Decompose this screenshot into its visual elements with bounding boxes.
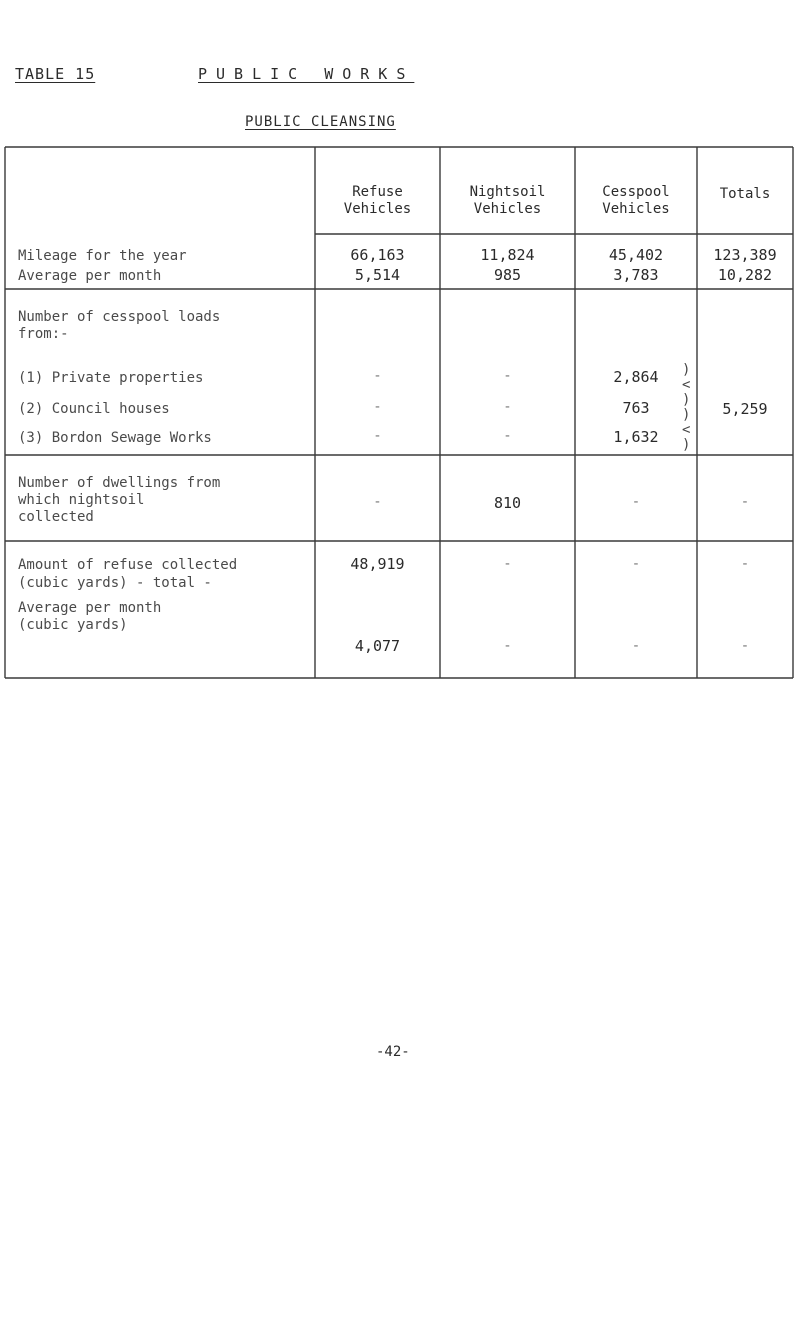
mileage-year-nightsoil: 11,824 [480, 246, 535, 264]
mileage-month-total: 10,282 [717, 266, 773, 284]
row-label-mileage-year: Mileage for the year [18, 248, 187, 264]
col-header-totals: Totals [719, 186, 771, 202]
cell-refuse-total-cesspool: - [631, 556, 641, 572]
brace-mark: ) [682, 407, 691, 423]
cell-council-nightsoil: - [503, 399, 512, 415]
cell-council-cesspool: 763 [622, 399, 650, 417]
section-title: PUBLIC WORKS [198, 65, 415, 83]
row-label-mileage-month: Average per month [18, 268, 162, 284]
cell-refuse-month: 4,077 [354, 637, 401, 655]
mileage-month-cesspool: 3,783 [613, 266, 659, 284]
table-label: TABLE 15 [15, 65, 96, 83]
cell-refuse-total: 48,919 [350, 555, 405, 573]
mileage-year-cesspool: 45,402 [608, 246, 664, 264]
row-label-refuse-amount-total: (cubic yards) - total - [18, 575, 212, 591]
row-label-private-properties: (1) Private properties [18, 370, 204, 386]
mileage-year-total: 123,389 [713, 246, 777, 264]
row-label-dwellings-collected: collected [18, 509, 94, 525]
row-label-refuse-amount: Amount of refuse collected [18, 557, 238, 573]
cell-council-refuse: - [373, 399, 382, 415]
col-header-cesspool: Cesspool Vehicles [602, 184, 670, 217]
row-label-cesspool-loads: Number of cesspool loads [18, 309, 221, 325]
row-label-cesspool-from: from:- [18, 326, 69, 342]
brace-mark: ) [682, 392, 691, 408]
mileage-month-nightsoil: 985 [493, 266, 522, 284]
row-label-refuse-average-unit: (cubic yards) [18, 617, 128, 633]
brace-mark: ) [682, 362, 691, 378]
mileage-month-refuse: 5,514 [354, 266, 401, 284]
cell-refuse-month-nightsoil: - [503, 638, 512, 654]
row-label-bordon-sewage-works: (3) Bordon Sewage Works [18, 430, 212, 446]
page-subtitle: PUBLIC CLEANSING [245, 114, 396, 130]
brace-mark: < [682, 422, 691, 438]
cell-refuse-month-cesspool: - [631, 638, 641, 654]
row-label-dwellings: Number of dwellings from [18, 475, 221, 491]
cell-dwellings-total: - [740, 494, 750, 510]
cell-private-cesspool: 2,864 [613, 368, 659, 386]
brace-mark: ) [682, 437, 691, 453]
cell-bordon-nightsoil: - [503, 428, 512, 444]
cell-private-refuse: - [373, 368, 382, 384]
row-label-dwellings-which: which nightsoil [18, 492, 145, 508]
cell-private-nightsoil: - [503, 368, 512, 384]
col-header-nightsoil: Nightsoil Vehicles [469, 184, 546, 217]
cell-bordon-cesspool: 1,632 [613, 428, 659, 446]
cell-dwellings-cesspool: - [631, 494, 641, 510]
cell-refuse-month-totals: - [740, 638, 750, 654]
page-number: -42- [376, 1044, 410, 1060]
cell-refuse-total-nightsoil: - [503, 556, 512, 572]
mileage-year-refuse: 66,163 [350, 246, 405, 264]
cell-bordon-refuse: - [373, 428, 382, 444]
row-label-council-houses: (2) Council houses [18, 401, 170, 417]
cell-cesspool-loads-total: 5,259 [722, 400, 768, 418]
cell-dwellings-nightsoil: 810 [493, 494, 522, 512]
col-header-refuse: Refuse Vehicles [343, 184, 412, 217]
cell-refuse-total-totals: - [740, 556, 750, 572]
brace-mark: < [682, 377, 691, 393]
row-label-refuse-average: Average per month [18, 600, 162, 616]
cell-dwellings-refuse: - [373, 494, 382, 510]
